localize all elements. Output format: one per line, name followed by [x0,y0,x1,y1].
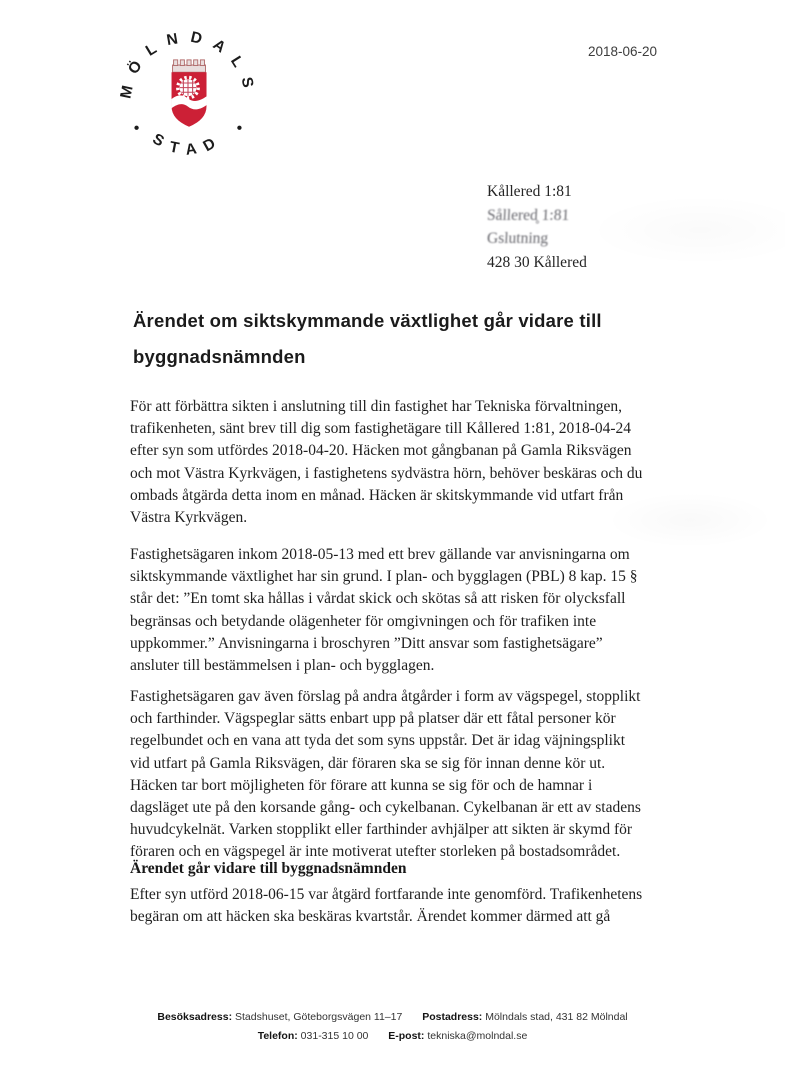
logo-arc-bottom-text: STAD [149,130,227,159]
paragraph-4-line: begäran om att häcken ska beskäras kvartstår. Ärendet kommer därmed att gå [130,908,611,926]
shield-icon [172,72,207,127]
section-heading: Ärendet går vidare till byggnadsnämnden [130,860,407,877]
letter-title-line2: byggnadsnämnden [133,346,306,367]
paragraph-3-line: huvudcykelnät. Varken stopplikt eller farthinder avhjälper att sikten är skymd för [130,821,633,839]
paragraph-1-line: För att förbättra sikten i anslutning till din fastighet har Tekniska förvaltningen, [130,398,622,415]
paragraph-1-line: och mot Västra Kyrkvägen, i fastighetens sydvästra hörn, behöver beskäras och du [130,464,643,482]
letter-title-line1: Ärendet om siktskymmande växtlighet går vidare till [133,310,602,331]
paragraph-1-line: ombads åtgärda detta inom en månad. Häcken är skitskymmande vid utfart från [130,486,624,504]
footer-email-label: E-post: [388,1030,425,1042]
paragraph-3-line: Fastighetsägaren gav även förslag på andra åtgårder i form av vägspegel, stopplikt [130,688,641,705]
coat-of-arms-icon [116,28,260,172]
footer-phone-label: Telefon: [257,1030,298,1042]
paragraph-1-line: trafikenheten, sänt brev till dig som fastighetägare till Kållered 1:81, 2018-04-24 [130,420,632,438]
footer-postal-label: Postadress: [422,1011,483,1023]
recipient-property: Kållered 1:81 [487,183,572,200]
logo-right-dot [237,126,241,130]
recipient-postal-code: 428 30 Kållered [487,253,587,271]
paragraph-3-line: regelbundet och en vana att tyda det som syns uppstår. Det är idag väjningsplikt [130,732,626,750]
logo-arc-top-text: MÖLNDALS [117,28,259,101]
paragraph-2-line: uppkommer.” Anvisningarna i broschyren ”Ditt ansvar som fastighetsägare” [130,634,603,652]
paragraph-3-line: dagsläget ute på den korsande gång- och cykelbanan. Cykelbanan är ett av stadens [130,799,641,817]
letter-date: 2018-06-20 [588,44,658,59]
footer-postal-value: Mölndals stad, 431 82 Mölndal [485,1011,628,1023]
paragraph-1-line: Västra Kyrkvägen. [130,509,248,527]
paragraph-2-line: Fastighetsägaren inkom 2018-05-13 med ett brev gällande var anvisningarna om [130,546,630,563]
footer-address-line [0,1008,785,1027]
paragraph-1-line: efter syn som utfördes 2018-04-20. Häcken mot gångbanan på Gamla Riksvägen [130,442,632,460]
logo-left-dot [134,126,138,130]
paragraph-3-line: Häcken tar bort möjligheten för förare att kunna se sig för och de hamnar i [130,776,593,794]
recipient-address-block [487,180,587,274]
paragraph-4-line: Efter syn utförd 2018-06-15 var åtgärd fortfarande inte genomförd. Trafikenhetens [130,886,643,903]
recipient-line-smudged-2: Gslutning [486,230,549,247]
paragraph-2-line: ansluter till bestämmelsen i plan- och bygglagen. [130,657,435,675]
paragraph-3 [130,686,641,864]
footer-phone-value: 031-315 10 00 [300,1030,369,1042]
paragraph-2-line: begränsas och betydande olägenheter för omgivningen och för trafiken inte [130,612,597,630]
footer-visit-label: Besöksadress: [157,1011,233,1023]
paragraph-2-line: står det: ”En tomt ska hållas i vårdat skick och skötas så att risken för olycksfall [130,590,626,608]
paragraph-3-line: föraren och en vägspegel är inte motiverat utefter storleken på bostadsområdet. [130,843,621,861]
letter-title [133,303,693,375]
crown-icon [173,60,206,72]
recipient-line-smudged-1: Sållered̥ 1:81 [486,206,570,224]
footer-contact-line [0,1027,785,1046]
footer-visit-value: Stadshuset, Göteborgsvägen 11–17 [235,1011,403,1023]
paragraph-3-line: vid utfart på Gamla Riksvägen, där föraren ska se sig för innan denne kör ut. [130,754,606,772]
footer-email-value: tekniska@molndal.se [427,1030,528,1042]
paragraph-4 [130,884,642,928]
paragraph-1 [130,396,642,529]
paragraph-2-line: siktskymmande växtlighet har sin grund. I plan- och bygglagen (PBL) 8 kap. 15 § [130,568,638,586]
letterhead-footer [0,1008,785,1046]
paragraph-2 [130,544,638,677]
paragraph-3-line: och farthinder. Vägspeglar sätts enbart upp på platser där ett fåtal personer kör [130,710,616,728]
molndals-stad-logo [116,28,260,172]
